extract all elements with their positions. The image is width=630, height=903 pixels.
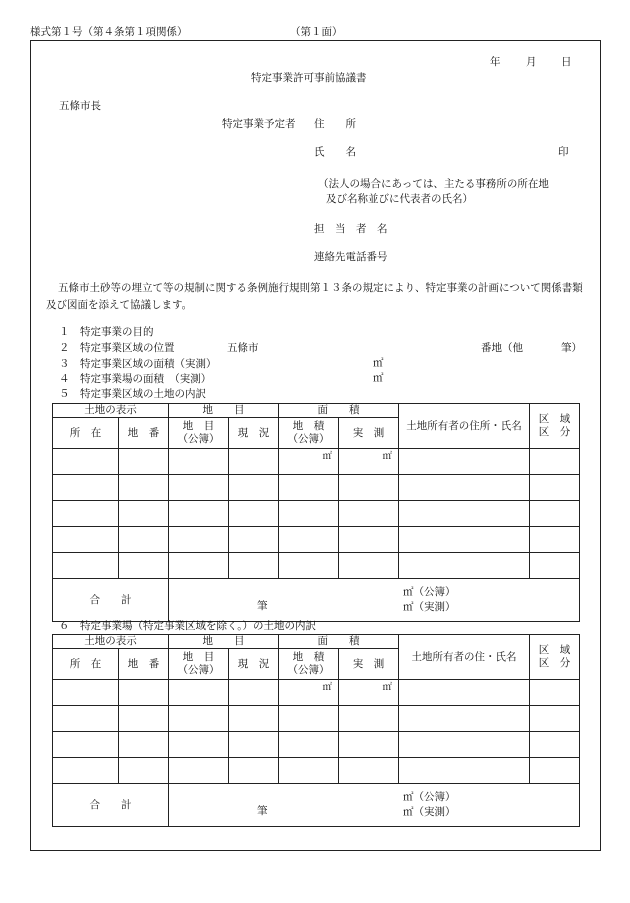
header-owner: 土地所有者の住・氏名	[399, 635, 530, 680]
item-2-lot: 番地（他	[481, 342, 523, 354]
header-land-display: 土地の表示	[53, 635, 169, 649]
total-values	[169, 579, 580, 622]
item-2: ２ 特定事業区域の位置	[59, 342, 175, 354]
item-5: ５ 特定事業区域の土地の内訳	[59, 388, 206, 400]
table-row	[53, 680, 580, 706]
header-owner: 土地所有者の住所・氏名	[399, 404, 530, 449]
corporate-note-1: （法人の場合にあっては、主たる事務所の所在地	[318, 178, 549, 190]
total-koubo: ㎡（公簿）	[403, 586, 456, 599]
table-row	[53, 706, 580, 732]
total-label: 合 計	[53, 579, 169, 622]
header-genkyo: 現 況	[229, 418, 279, 449]
header-jissoku: 実 測	[339, 649, 399, 680]
total-jissoku: ㎡（実測）	[403, 806, 456, 819]
table-row	[53, 527, 580, 553]
item-3-unit: ㎡	[373, 357, 384, 369]
header-chiban: 地 番	[119, 649, 169, 680]
header-menseki-koubo: 地 積 （公簿）	[279, 649, 339, 680]
total-hitsu: 筆	[257, 600, 268, 613]
date-day: 日	[561, 56, 572, 68]
header-menseki: 面 積	[279, 404, 399, 418]
land-table-1	[52, 403, 580, 622]
header-menseki: 面 積	[279, 635, 399, 649]
item-3: ３ 特定事業区域の面積（実測）	[59, 358, 217, 370]
corporate-note-2: 及び名称並びに代表者の氏名）	[326, 193, 473, 205]
item-4-unit: ㎡	[373, 372, 384, 384]
header-kuiki: 区 域 区 分	[530, 404, 580, 449]
table-row	[53, 449, 580, 475]
item-2-count: 筆）	[561, 342, 582, 354]
total-row	[53, 579, 580, 622]
header-land-display: 土地の表示	[53, 404, 169, 418]
header-kuiki: 区 域 区 分	[530, 635, 580, 680]
header-shozai: 所 在	[53, 649, 119, 680]
header-chimoku: 地 目	[169, 635, 279, 649]
total-hitsu: 筆	[257, 805, 268, 818]
applicant-name-label: 氏 名	[314, 146, 356, 158]
header-chiban: 地 番	[119, 418, 169, 449]
total-values	[169, 784, 580, 827]
document-title: 特定事業許可事前協議書	[251, 72, 367, 84]
land-table-2	[52, 634, 580, 827]
area-unit: ㎡	[339, 680, 399, 706]
table-row	[53, 758, 580, 784]
header-chimoku: 地 目	[169, 404, 279, 418]
table-row	[53, 475, 580, 501]
item-6: ６ 特定事業場（特定事業区域を除く。）の土地の内訳	[59, 620, 317, 632]
total-label: 合 計	[53, 784, 169, 827]
total-koubo: ㎡（公簿）	[403, 791, 456, 804]
date-year: 年	[490, 56, 501, 68]
total-row	[53, 784, 580, 827]
area-unit: ㎡	[279, 680, 339, 706]
header-menseki-koubo: 地 積 （公簿）	[279, 418, 339, 449]
addressee: 五條市長	[59, 100, 101, 112]
header-chimoku-koubo: 地 目 （公簿）	[169, 649, 229, 680]
applicant-address-label: 住 所	[314, 118, 356, 130]
header-shozai: 所 在	[53, 418, 119, 449]
date-month: 月	[526, 56, 537, 68]
total-jissoku: ㎡（実測）	[403, 601, 456, 614]
area-unit: ㎡	[339, 449, 399, 475]
contact-phone-label: 連絡先電話番号	[314, 251, 388, 263]
header-jissoku: 実 測	[339, 418, 399, 449]
page-number-label: （第１面）	[290, 26, 343, 38]
table-row	[53, 732, 580, 758]
table-row	[53, 553, 580, 579]
item-2-city: 五條市	[227, 342, 259, 354]
applicant-role: 特定事業予定者	[222, 118, 296, 130]
area-unit: ㎡	[279, 449, 339, 475]
item-1: １ 特定事業の目的	[59, 326, 154, 338]
seal-mark: 印	[558, 146, 569, 158]
form-number-label: 様式第１号（第４条第１項関係）	[30, 26, 188, 38]
body-paragraph: 五條市土砂等の埋立て等の規制に関する条例施行規則第１３条の規定により、特定事業の計画について関係書類及び図面を添えて協議します。	[46, 282, 583, 311]
header-genkyo: 現 況	[229, 649, 279, 680]
contact-person-label: 担 当 者 名	[314, 223, 388, 235]
table-row	[53, 501, 580, 527]
item-4: ４ 特定事業場の面積 （実測）	[59, 373, 212, 385]
header-chimoku-koubo: 地 目 （公簿）	[169, 418, 229, 449]
